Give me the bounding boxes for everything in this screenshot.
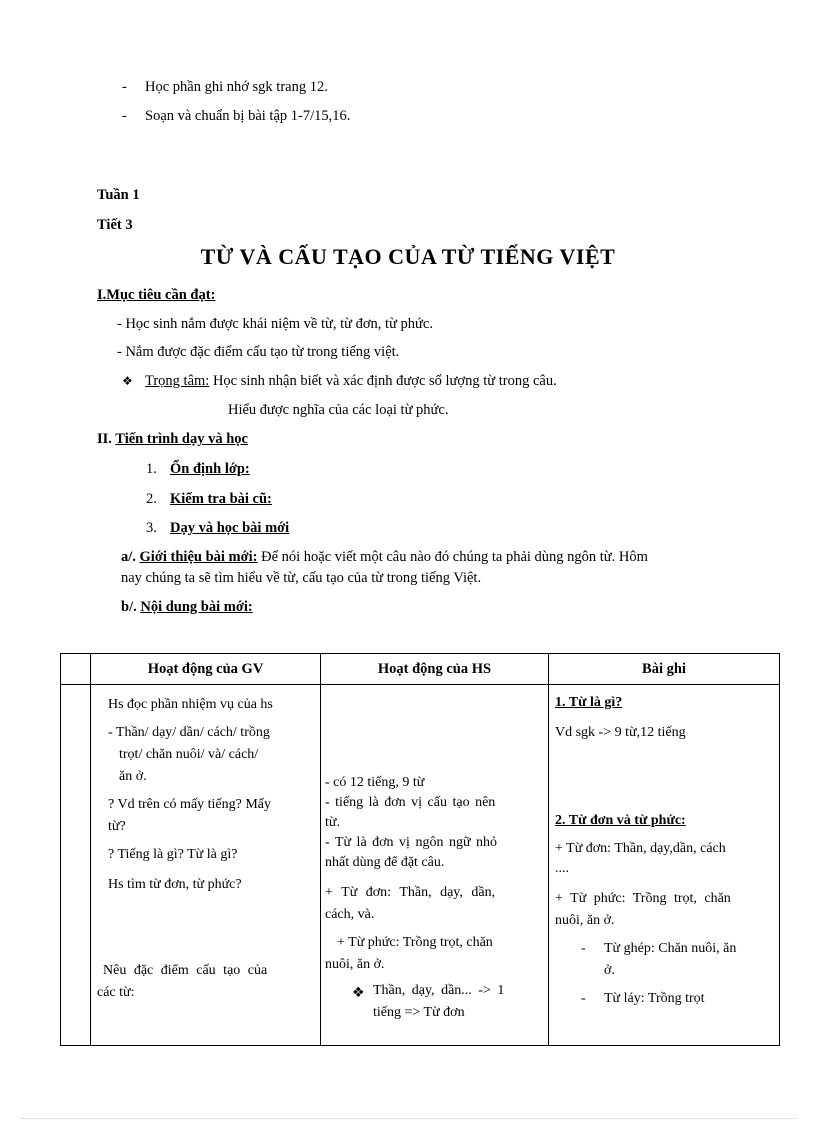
table-header-hs: Hoạt động của HS [321, 654, 549, 685]
hs-line-6: + Từ đơn: Thần, dạy, dần, [325, 885, 496, 900]
section1-heading: I.Mục tiêu cần đạt: [97, 287, 216, 303]
top-list-dash-2: - [122, 108, 127, 124]
note-line-6: Từ ghép: Chăn nuôi, ăn [604, 941, 737, 956]
step-num-3: 3. [146, 520, 157, 536]
step-label-3: Dạy và học bài mới [170, 520, 290, 536]
intro-text-2: nay chúng ta sẽ tìm hiểu về từ, cấu tạo của từ trong tiếng Việt. [121, 570, 482, 586]
objective-item-1: - Học sinh nắm được khái niệm về từ, từ đơn, từ phức. [117, 316, 433, 332]
note-dash-2: - [581, 991, 586, 1006]
table-header-gv: Hoạt động của GV [91, 654, 321, 685]
gv-line-9: Nêu đặc điểm cấu tạo của [103, 963, 268, 978]
content-prefix: b/. [121, 599, 137, 615]
hs-line-5: nhất dùng để đặt câu. [325, 855, 445, 870]
gv-line-5: ? Vd trên có mấy tiếng? Mấy [108, 797, 272, 812]
hs-line-4: - Từ là đơn vị ngôn ngữ nhỏ [325, 835, 498, 850]
gv-line-6: từ? [108, 819, 126, 834]
hs-line-11: tiếng => Từ đơn [373, 1005, 465, 1020]
gv-line-2: - Thần/ dạy/ dần/ cách/ trồng [108, 725, 270, 740]
table-row [61, 685, 780, 1046]
step-num-2: 2. [146, 491, 157, 507]
top-list-dash-1: - [122, 79, 127, 95]
hs-line-8: + Từ phức: Trồng trọt, chăn [337, 935, 493, 950]
focus-text: Học sinh nhận biết và xác định được số lượng từ trong câu. [209, 373, 557, 389]
note-line-8: Từ láy: Trồng trọt [604, 991, 705, 1006]
note-line-5: nuôi, ăn ở. [555, 913, 615, 928]
note-heading-2: 2. Từ đơn và từ phức: [555, 813, 686, 828]
intro-label: Giới thiệu bài mới: [139, 549, 258, 565]
gv-line-3: trọt/ chăn nuôi/ và/ cách/ [119, 747, 259, 762]
table-cell-hs [321, 685, 549, 1046]
lesson-table [60, 653, 780, 1046]
focus-text-2: Hiểu được nghĩa của các loại từ phức. [228, 402, 449, 418]
intro-text: Để nói hoặc viết một câu nào đó chúng ta phải dùng ngôn từ. Hôm [257, 549, 648, 565]
gv-line-8: Hs tìm từ đơn, từ phức? [108, 877, 242, 892]
table-header-row [61, 654, 780, 685]
hs-line-7: cách, và. [325, 907, 375, 922]
hs-line-10: Thần, dạy, dần... -> 1 [373, 983, 505, 998]
section2-heading-num: II. [97, 431, 112, 447]
table-header-note: Bài ghi [549, 654, 780, 685]
gv-line-4: ăn ở. [119, 769, 147, 784]
gv-line-10: các từ: [97, 985, 135, 1000]
period-label: Tiết 3 [97, 217, 133, 233]
hs-line-2: - tiếng là đơn vị cấu tạo nên [325, 795, 496, 810]
hs-line-9: nuôi, ăn ở. [325, 957, 385, 972]
note-dash-1: - [581, 941, 586, 956]
section2-heading-text: Tiến trình dạy và học [115, 431, 248, 447]
intro-prefix: a/. [121, 549, 136, 565]
diamond-bullet-icon: ❖ [352, 985, 365, 1001]
diamond-bullet-icon: ❖ [122, 374, 133, 388]
note-line-7: ở. [604, 963, 615, 978]
page-title: TỪ VÀ CẤU TẠO CỦA TỪ TIẾNG VIỆT [200, 244, 616, 269]
top-list-item-2: Soạn và chuẩn bị bài tập 1-7/15,16. [145, 108, 351, 124]
table-cell-gv [91, 685, 321, 1046]
top-list-item-1: Học phần ghi nhớ sgk trang 12. [145, 79, 328, 95]
content-line [121, 599, 253, 616]
table-cell-blank [61, 685, 91, 1046]
table-header-blank [61, 654, 91, 685]
note-line-2: + Từ đơn: Thần, dạy,dần, cách [555, 841, 726, 856]
hs-line-3: từ. [325, 815, 340, 830]
objective-item-2: - Nắm được đặc điểm cấu tạo từ trong tiếng việt. [117, 344, 400, 360]
note-heading-1: 1. Từ là gì? [555, 695, 623, 710]
table-cell-note [549, 685, 780, 1046]
section2-heading [97, 431, 248, 448]
week-label: Tuần 1 [97, 187, 140, 203]
page-bottom-divider [20, 1118, 796, 1119]
hs-line-1: - có 12 tiếng, 9 từ [325, 775, 425, 790]
gv-line-1: Hs đọc phần nhiệm vụ của hs [108, 697, 273, 712]
note-line-4: + Từ phức: Trồng trọt, chăn [555, 891, 731, 906]
note-line-3: .... [555, 861, 569, 876]
gv-line-7: ? Tiếng là gì? Từ là gì? [108, 847, 238, 862]
step-label-1: Ổn định lớp: [170, 461, 250, 477]
focus-label: Trọng tâm: [145, 373, 210, 389]
note-line-1: Vd sgk -> 9 từ,12 tiếng [555, 725, 686, 740]
step-label-2: Kiểm tra bài cũ: [170, 491, 272, 507]
focus-line [145, 373, 557, 390]
content-label: Nội dung bài mới: [140, 599, 253, 615]
step-num-1: 1. [146, 461, 157, 477]
intro-line [121, 549, 648, 566]
